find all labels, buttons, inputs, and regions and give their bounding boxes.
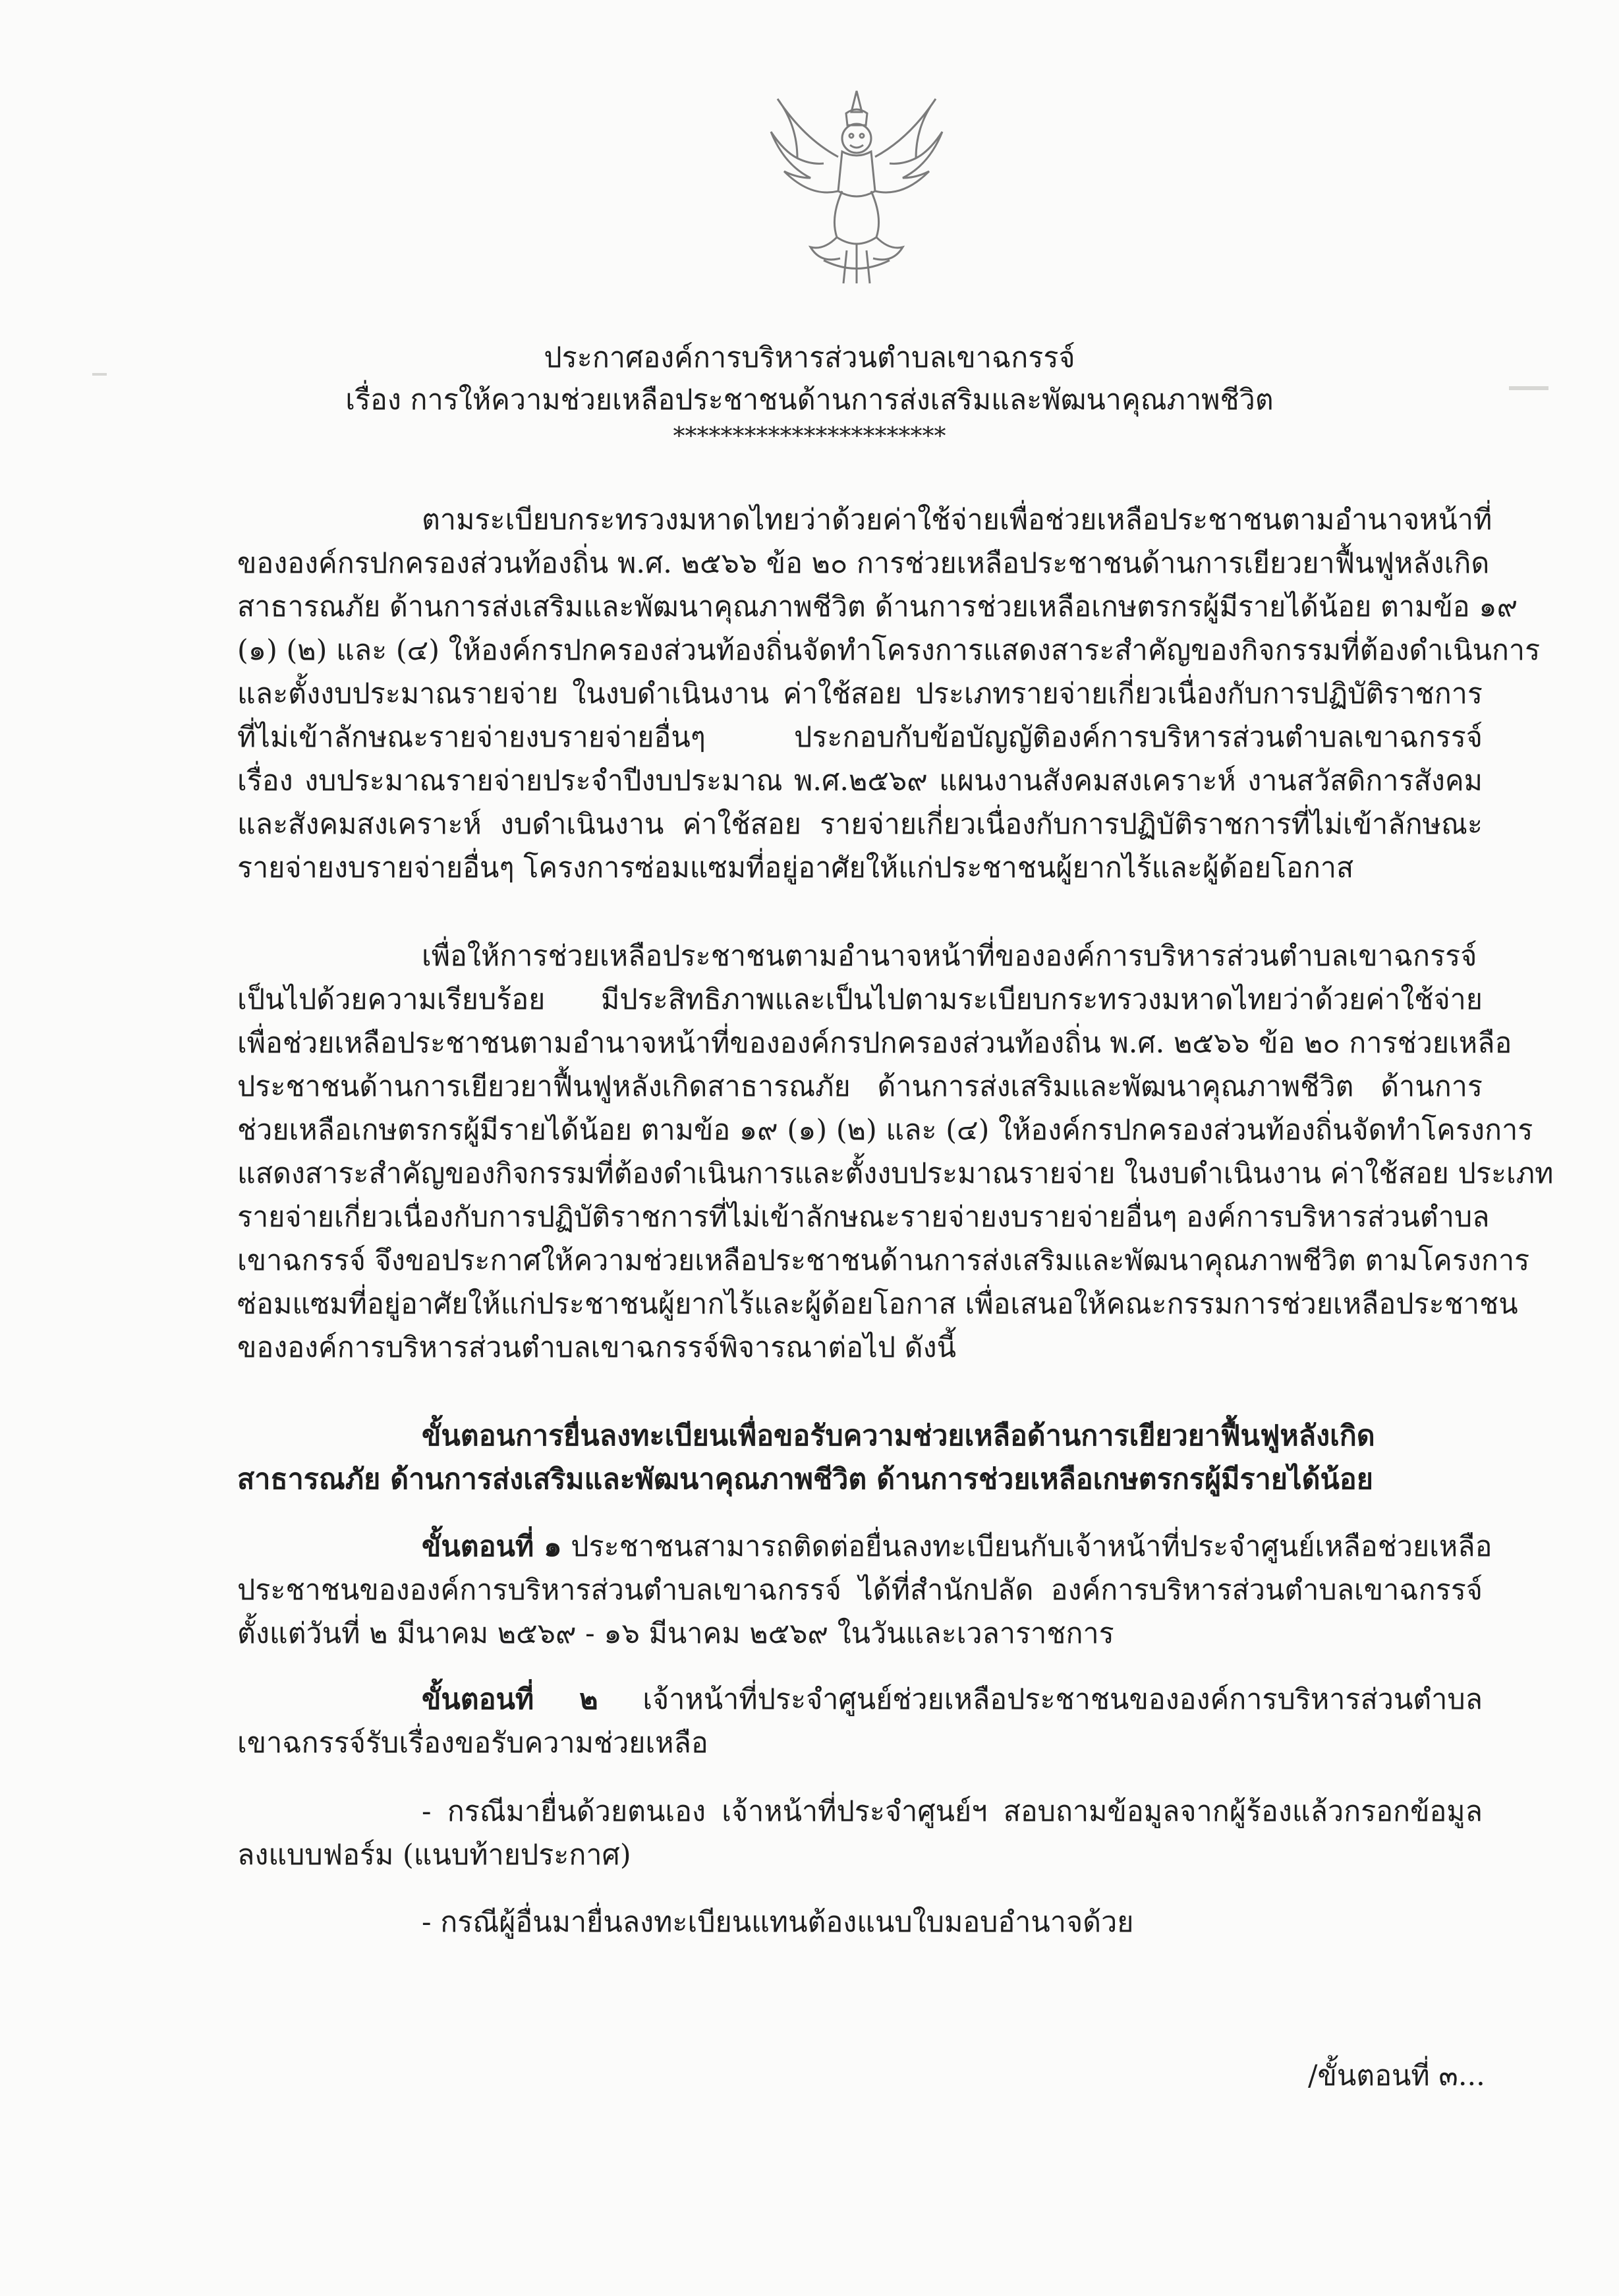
paragraph-line: รายจ่ายเกี่ยวเนื่องกับการปฏิบัติราชการที่ไม่เข้าลักษณะรายจ่ายงบรายจ่ายอื่นๆ องค์การบริหารส่วนตำบล	[237, 1201, 1490, 1234]
step-2-text: เจ้าหน้าที่ประจำศูนย์ช่วยเหลือประชาชนขององค์การบริหารส่วนตำบล	[598, 1683, 1483, 1716]
paragraph-line: เขาฉกรรจ์ จึงขอประกาศให้ความช่วยเหลือประชาชนด้านการส่งเสริมและพัฒนาคุณภาพชีวิต ตามโครงการ	[237, 1244, 1530, 1277]
paragraph-line: แสดงสาระสำคัญของกิจกรรมที่ต้องดำเนินการและตั้งงบประมาณรายจ่าย ในงบดำเนินงาน ค่าใช้สอย ประเภท	[237, 1157, 1554, 1190]
paragraph-line: สาธารณภัย ด้านการส่งเสริมและพัฒนาคุณภาพชีวิต ด้านการช่วยเหลือเกษตรกรผู้มีรายได้น้อย ตามข้อ ๑๙	[237, 590, 1518, 623]
step-2-label: ขั้นตอนที่ ๒	[422, 1683, 598, 1716]
bullet-line: - กรณีผู้อื่นมายื่นลงทะเบียนแทนต้องแนบใบมอบอำนาจด้วย	[422, 1906, 1134, 1939]
procedure-heading: สาธารณภัย ด้านการส่งเสริมและพัฒนาคุณภาพชีวิต ด้านการช่วยเหลือเกษตรกรผู้มีรายได้น้อย	[237, 1463, 1373, 1496]
paragraph-line: เพื่อให้การช่วยเหลือประชาชนตามอำนาจหน้าที่ขององค์การบริหารส่วนตำบลเขาฉกรรจ์	[422, 940, 1477, 973]
garuda-emblem	[758, 86, 955, 290]
bullet-line: - กรณีมายื่นด้วยตนเอง เจ้าหน้าที่ประจำศูนย์ฯ สอบถามข้อมูลจากผู้ร้องแล้วกรอกข้อมูล	[422, 1795, 1483, 1828]
step-2-line	[422, 1678, 1483, 1721]
paragraph-line: และสังคมสงเคราะห์ งบดำเนินงาน ค่าใช้สอย รายจ่ายเกี่ยวเนื่องกับการปฏิบัติราชการที่ไม่เข้าลักษณะ	[237, 808, 1483, 841]
bullet-line: ลงแบบฟอร์ม (แนบท้ายประกาศ)	[237, 1839, 631, 1872]
step-1-label: ขั้นตอนที่ ๑	[422, 1530, 562, 1563]
paragraph-line: ตามระเบียบกระทรวงมหาดไทยว่าด้วยค่าใช้จ่ายเพื่อช่วยเหลือประชาชนตามอำนาจหน้าที่	[422, 503, 1492, 536]
step-1-text: ประชาชนสามารถติดต่อยื่นลงทะเบียนกับเจ้าหน้าที่ประจำศูนย์เหลือช่วยเหลือ	[561, 1530, 1492, 1563]
paragraph-line: เป็นไปด้วยความเรียบร้อย มีประสิทธิภาพและเป็นไปตามระเบียบกระทรวงมหาดไทยว่าด้วยค่าใช้จ่าย	[237, 983, 1483, 1016]
continuation-note: /ขั้นตอนที่ ๓...	[1308, 2059, 1485, 2092]
paragraph-line: ประชาชนด้านการเยียวยาฟื้นฟูหลังเกิดสาธารณภัย ด้านการส่งเสริมและพัฒนาคุณภาพชีวิต ด้านการ	[237, 1070, 1483, 1103]
paragraph-line: ที่ไม่เข้าลักษณะรายจ่ายงบรายจ่ายอื่นๆ ประกอบกับข้อบัญญัติองค์การบริหารส่วนตำบลเขาฉกรรจ์	[237, 721, 1483, 754]
paragraph-line: ขององค์กรปกครองส่วนท้องถิ่น พ.ศ. ๒๕๖๖ ข้อ ๒๐ การช่วยเหลือประชาชนด้านการเยียวยาฟื้นฟูหลังเกิด	[237, 547, 1490, 580]
paragraph-line: รายจ่ายงบรายจ่ายอื่นๆ โครงการซ่อมแซมที่อยู่อาศัยให้แก่ประชาชนผู้ยากไร้และผู้ด้อยโอกาส	[237, 851, 1354, 884]
paragraph-line: ขององค์การบริหารส่วนตำบลเขาฉกรรจ์พิจารณาต่อไป ดังนี้	[237, 1331, 956, 1364]
announcement-subject: เรื่อง การให้ความช่วยเหลือประชาชนด้านการส่งเสริมและพัฒนาคุณภาพชีวิต	[345, 384, 1274, 416]
paragraph-line: เรื่อง งบประมาณรายจ่ายประจำปีงบประมาณ พ.ศ.๒๕๖๙ แผนงานสังคมสงเคราะห์ งานสวัสดิการสังคม	[237, 764, 1483, 797]
step-2-line: เขาฉกรรจ์รับเรื่องขอรับความช่วยเหลือ	[237, 1727, 708, 1760]
paragraph-line: (๑) (๒) และ (๔) ให้องค์กรปกครองส่วนท้องถิ่นจัดทำโครงการแสดงสาระสำคัญของกิจกรรมที่ต้องดำเนินการ	[237, 634, 1541, 667]
step-1-line: ประชาชนขององค์การบริหารส่วนตำบลเขาฉกรรจ์ ได้ที่สำนักปลัด องค์การบริหารส่วนตำบลเขาฉกรรจ์	[237, 1574, 1483, 1607]
procedure-heading: ขั้นตอนการยื่นลงทะเบียนเพื่อขอรับความช่วยเหลือด้านการเยียวยาฟื้นฟูหลังเกิด	[422, 1420, 1375, 1452]
announcement-title: ประกาศองค์การบริหารส่วนตำบลเขาฉกรรจ์	[544, 341, 1075, 374]
paragraph-line: ซ่อมแซมที่อยู่อาศัยให้แก่ประชาชนผู้ยากไร้และผู้ด้อยโอกาส เพื่อเสนอให้คณะกรรมการช่วยเหลือประชาชน	[237, 1288, 1518, 1321]
paragraph-line: ช่วยเหลือเกษตรกรผู้มีรายได้น้อย ตามข้อ ๑๙ (๑) (๒) และ (๔) ให้องค์กรปกครองส่วนท้องถิ่นจัดทำโครงการ	[237, 1114, 1533, 1147]
step-1-line: ตั้งแต่วันที่ ๒ มีนาคม ๒๕๖๙ - ๑๖ มีนาคม ๒๕๖๙ ในวันและเวลาราชการ	[237, 1617, 1114, 1650]
paragraph-line: เพื่อช่วยเหลือประชาชนตามอำนาจหน้าที่ขององค์กรปกครองส่วนท้องถิ่น พ.ศ. ๒๕๖๖ ข้อ ๒๐ การช่วยเหลือ	[237, 1027, 1512, 1060]
separator-stars: ***********************	[673, 423, 946, 450]
step-1-line	[422, 1525, 1492, 1568]
paragraph-line: และตั้งงบประมาณรายจ่าย ในงบดำเนินงาน ค่าใช้สอย ประเภทรายจ่ายเกี่ยวเนื่องกับการปฏิบัติราชการ	[237, 677, 1483, 710]
